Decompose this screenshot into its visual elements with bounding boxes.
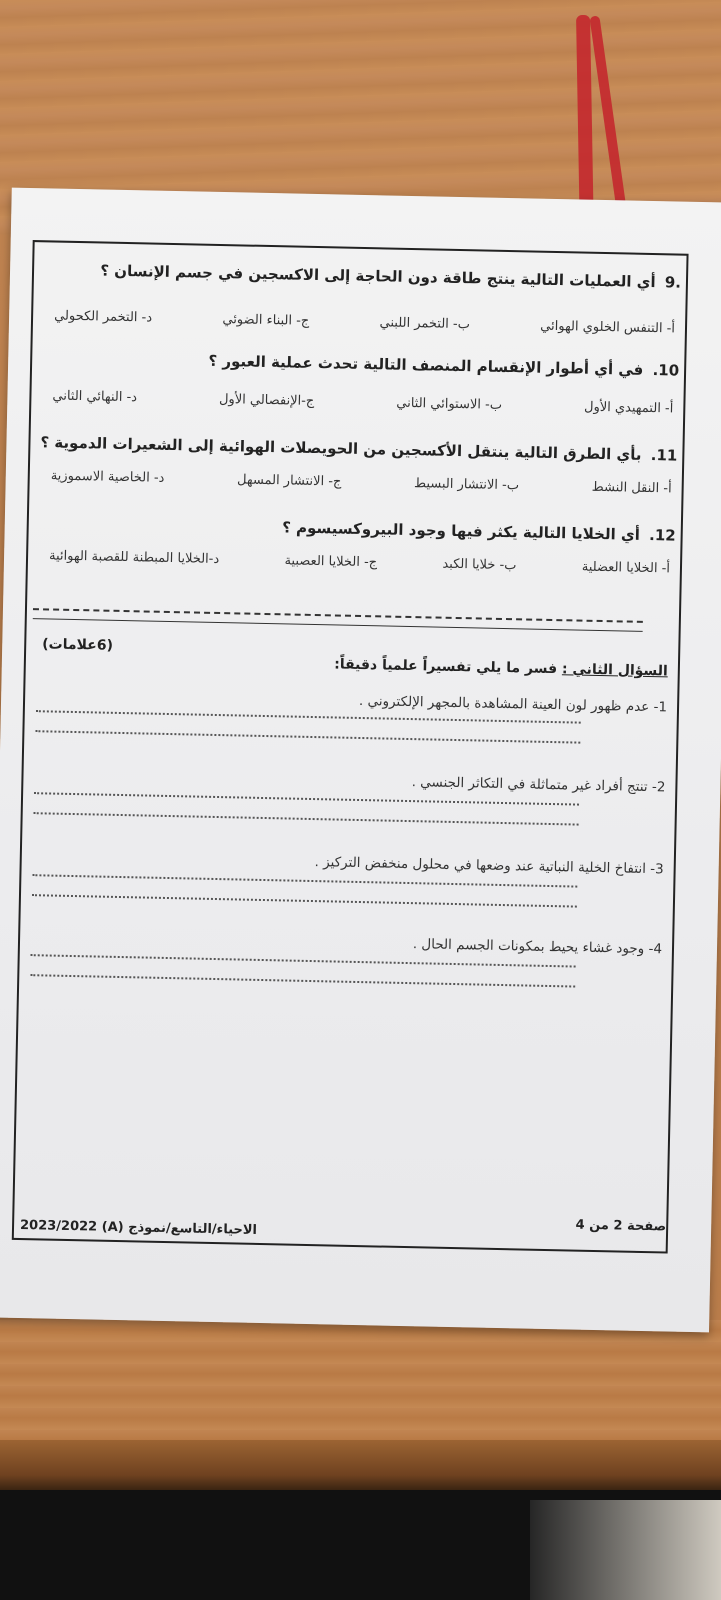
question-number: 12. [648, 526, 676, 545]
explain-item-3: 3- انتفاخ الخلية النباتية عند وضعها في محلول منخفض التركيز . [314, 854, 664, 878]
question-number: 11. [650, 446, 678, 465]
exam-paper [0, 188, 721, 1333]
option-a: أ- التنفس الخلوي الهوائي [540, 318, 676, 337]
question-text: في أي أطوار الإنقسام المنصف التالية تحدث عملية العبور ؟ [208, 351, 644, 379]
explain-item-2: 2- تنتج أفراد غير متماثلة في التكاثر الجنسي . [411, 774, 666, 796]
question-number: .9 [664, 273, 682, 292]
option-b: ب- خلايا الكبد [442, 556, 517, 574]
option-d: د-الخلايا المبطنة للقصبة الهوائية [48, 548, 220, 568]
question-number: 10. [652, 361, 680, 380]
question-text: أي الخلايا التالية يكثر فيها وجود البيروكسيسوم ؟ [282, 518, 641, 544]
option-c: ج- البناء الضوئي [222, 312, 310, 329]
explain-item-4: 4- وجود غشاء يحيط بمكونات الجسم الحال . [412, 936, 663, 958]
question-text: أي العمليات التالية ينتج طاقة دون الحاجة إلى الاكسجين في جسم الإنسان ؟ [100, 261, 656, 292]
option-b: ب- التخمر اللبني [379, 315, 471, 333]
option-a: أ- الخلايا العضلية [581, 559, 671, 577]
option-d: د- التخمر الكحولي [53, 308, 153, 326]
explain-item-1: 1- عدم ظهور لون العينة المشاهدة بالمجهر الإلكتروني . [358, 692, 668, 716]
option-a: أ- النقل النشط [591, 479, 672, 497]
option-c: ج- الانتشار المسهل [236, 472, 342, 490]
wooden-table-bottom [0, 1320, 721, 1450]
page-number: صفحة 2 من 4 [575, 1217, 667, 1235]
table-edge [0, 1440, 721, 1490]
section-2-marks: (6علامات) [42, 636, 114, 654]
question-text: بأي الطرق التالية ينتقل الأكسجين من الحويصلات الهوائية إلى الشعيرات الدموية ؟ [40, 433, 642, 464]
section-2-instruction: فسر ما يلي تفسيراً علمياً دقيقاً: [334, 656, 558, 678]
option-c: ج-الإنفصالي الأول [218, 391, 315, 409]
section-2-label: السؤال الثاني : [561, 661, 668, 680]
exam-model-label: الاحياء/التاسع/نموذج (A) 2023/2022 [19, 1217, 258, 1238]
option-b: ب- الانتشار البسيط [413, 476, 520, 494]
option-d: د- الخاصية الاسموزية [50, 468, 165, 486]
option-a: أ- التمهيدي الأول [583, 399, 674, 417]
option-b: ب- الاستوائي الثاني [396, 395, 503, 413]
option-d: د- النهائي الثاني [52, 388, 138, 406]
floor-light [530, 1500, 721, 1600]
option-c: ج- الخلايا العصبية [284, 553, 378, 571]
